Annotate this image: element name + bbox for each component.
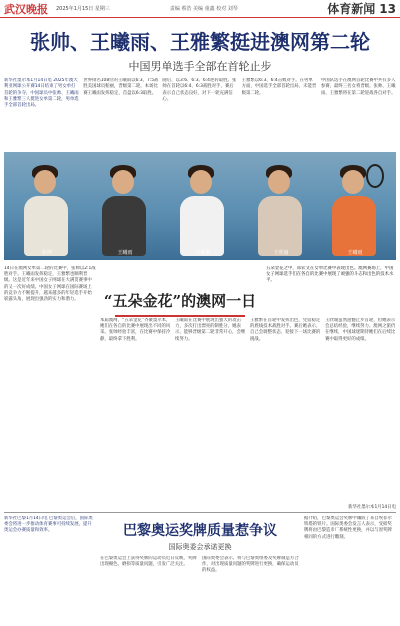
- page-number: 13: [379, 1, 396, 16]
- feature-col: 本届澳网，“五朵金花”齐聚墨尔本，她们在各自的比赛中展现出不同的风采。张帅经验丰富，在比赛中保持冷静，最终拿下胜利。: [100, 318, 171, 342]
- left-article: 14日在澳网女单第二轮的比赛中，张帅以2:1战胜对手。王曦雨发挥稳定，王雅繁也顺利晋级。这是近年来中国女子网球在大满贯赛事中的又一次好成绩。中国女子网球在国际赛场上的竞争力不断提升，越来越多的年轻选手开始崭露头角，展现出强劲的实力和潜力。: [4, 266, 96, 303]
- racket-icon: [366, 164, 384, 188]
- feature-columns: [100, 318, 396, 504]
- lead-col: 世界排名108位的王曦雨以6:3、7:5战胜美国球员帕丽，晋级第二轮。本场比赛王曦雨发挥稳定，首盘以6:3取胜。: [83, 78, 159, 96]
- photo-caption: 王雅繁: [195, 250, 211, 256]
- main-subhead: 中国男单选手全部在首轮止步: [128, 60, 272, 73]
- feature-intro: 五朵金花之中，郑钦文在女单比赛中表现出色。澳网赛场上，中国女子网球选手们在各自的比赛中展现了顽强的斗志和出色的技术水平。: [266, 266, 394, 284]
- section-divider: [4, 512, 396, 513]
- section-title: 体育新闻: [327, 2, 376, 16]
- masthead: [0, 0, 400, 18]
- bottom-col: 在巴黎奥运会上获得奖牌的运动员近日反映，奖牌出现褪色、磨损等质量问题，引发广泛关注。: [100, 556, 197, 568]
- photo-caption: 王欣瑜: [273, 250, 289, 256]
- issue-date: 2025年1月15日 星期三: [56, 6, 110, 12]
- newspaper-name: 武汉晚报: [4, 2, 48, 16]
- player-figure: [246, 160, 316, 260]
- feature-col: 王雅繁在首轮中发挥出色，凭借稳定的底线技术战胜对手。赛后她表示，自己会调整状态，迎接下一场比赛的挑战。: [250, 318, 321, 342]
- player-figure: [320, 160, 390, 260]
- lead-article: [4, 78, 396, 150]
- feature-title-text: “五朵金花”的澳网一日: [103, 292, 257, 310]
- feature-col: 王曦雨在比赛中展现出强大的攻击力，多次打出漂亮的制胜分。她表示，能够晋级第二轮非常开心，会继续努力。: [175, 318, 246, 342]
- player-figure: [90, 160, 160, 260]
- bottom-col: 国际奥委会表示，将与巴黎奥组委及奖牌制造方合作，对出现质量问题的奖牌进行更换，确保运动员的权益。: [202, 556, 299, 574]
- lead-col: 新华社墨尔本1月14日电 2025年澳大利亚网球公开赛14日结束了男女单打首轮的争夺，中国球员中张帅、王曦雨和王雅繁三人挺进女单第二轮，男单选手全部首轮出局。: [4, 78, 79, 109]
- photo-caption: 王曦雨: [347, 250, 363, 256]
- feature-col: 王欣瑜虽然遗憾止步首轮，但她表示会总结经验，继续努力。澳网之旅仍在继续，中国球迷期待她们在后续比赛中取得更好的成绩。: [325, 318, 396, 342]
- bottom-headline: 巴黎奥运奖牌质量惹争议: [123, 523, 277, 539]
- bottom-article: [100, 556, 300, 624]
- feature-title: [100, 290, 260, 317]
- feature-article: [100, 264, 396, 510]
- title-underline: [115, 315, 245, 317]
- player-figure: [168, 160, 238, 260]
- player-figure: [12, 160, 82, 260]
- lead-col: 王雅繁以6:3、6:4击败对手。在男单方面，中国选手全部首轮出局，未能晋级第二轮。: [241, 78, 317, 96]
- feature-byline: 新华社墨尔本1月14日电: [348, 505, 396, 510]
- bottom-subhead: 国际奥委会承诺更换: [168, 543, 232, 551]
- players-photo-collage: [4, 152, 396, 260]
- main-headline: 张帅、王曦雨、王雅繁挺进澳网第二轮: [30, 30, 370, 54]
- photo-caption: 王曦雨: [117, 250, 133, 256]
- lead-col: 随后，以3:6、6:3、6:4逆转取胜。张帅在首轮以6:4、6:3战胜对手，赛后表示自己状态良好，对下一轮充满信心。: [162, 78, 237, 102]
- lead-col: 中国队选手在澳网首轮比赛中共有多人参赛，最终三名女将晋级。张帅、王曦雨、王雅繁将在第二轮迎战各自对手。: [320, 78, 396, 96]
- bottom-right-article: 据介绍，巴黎奥运会奖牌中镶嵌了来自埃菲尔铁塔的铁片。国际奥委会发言人表示，受损奖牌将由巴黎造币厂系统性更换，并以与原奖牌相同的方式进行雕刻。: [304, 516, 392, 540]
- photo-caption: 张帅: [41, 250, 52, 256]
- editors-line: 责编 蔡浩 美编 童鑫 校对 刘琴: [169, 6, 238, 12]
- bottom-left-article: 新华社巴黎1月14日电 巴黎奥运会后，国际奥委会将进一步推动体育赛事可持续发展，提升奥运会办赛质量和效率。: [4, 516, 93, 534]
